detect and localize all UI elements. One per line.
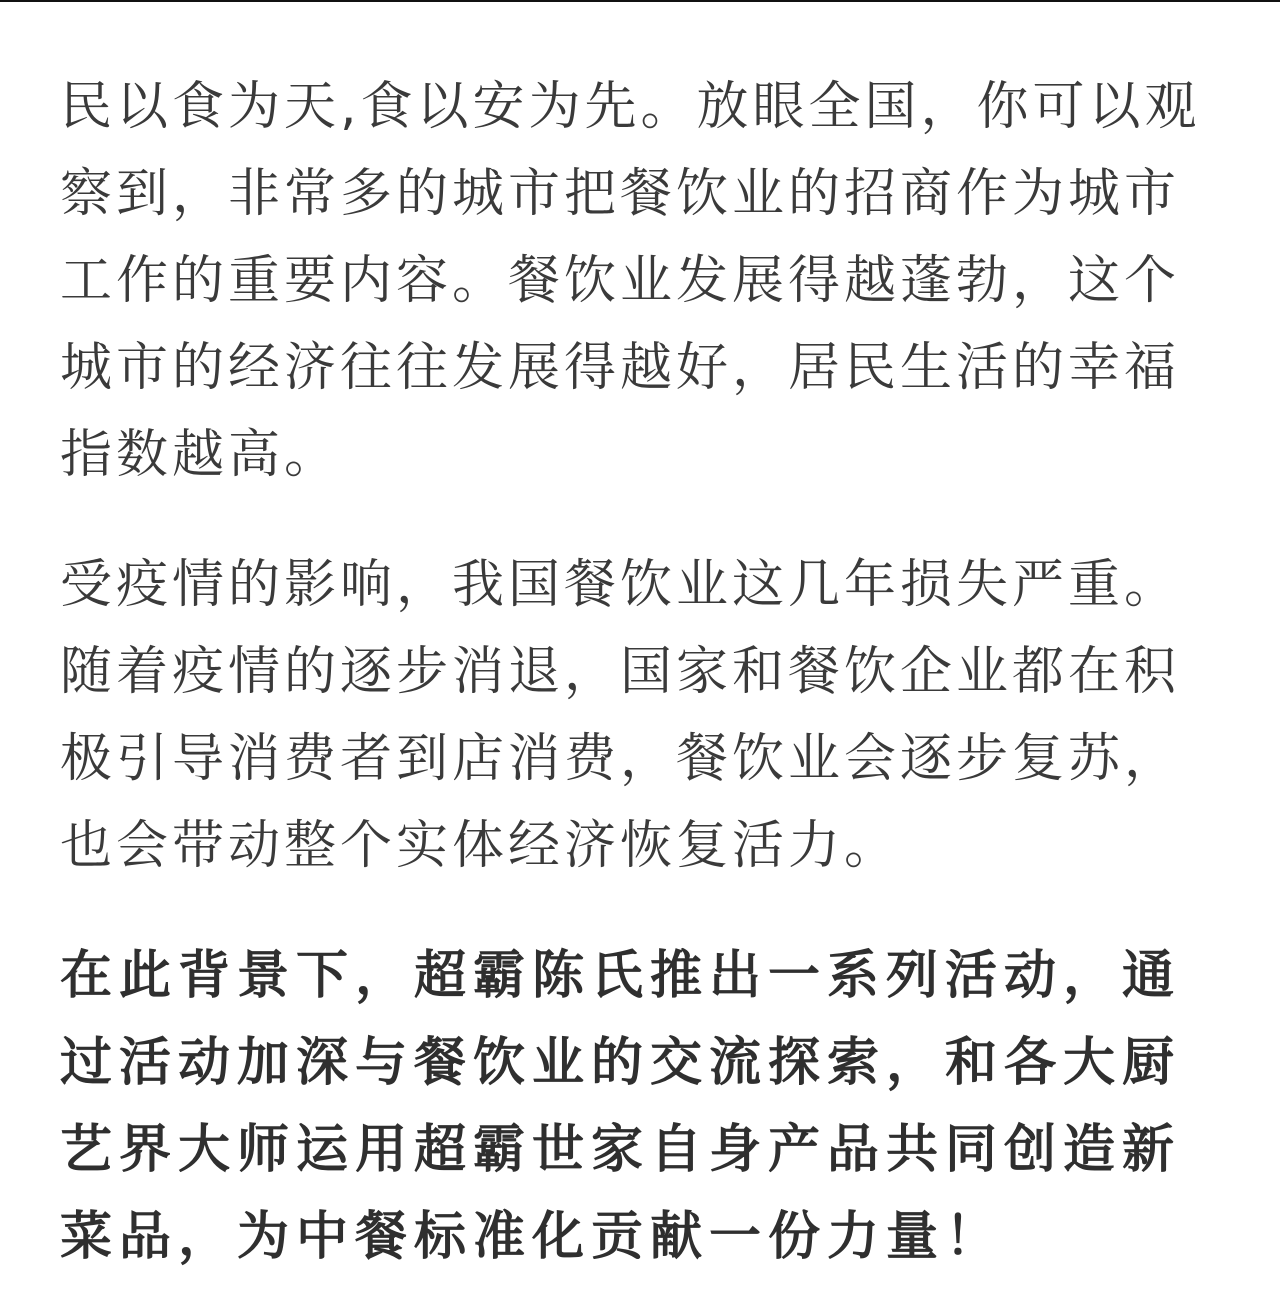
text-line: 也会带动整个实体经济恢复活力。	[60, 816, 901, 876]
article-body	[60, 64, 1225, 1281]
text-line: 艺界大师运用超霸世家自身产品共同创造新	[60, 1120, 1182, 1180]
text-line: 过活动加深与餐饮业的交流探索，和各大厨	[60, 1033, 1182, 1093]
text-line: 察到，非常多的城市把餐饮业的招商作为城市	[60, 164, 1181, 224]
text-line: 民以食为天,食以安为先。放眼全国，你可以观	[60, 77, 1201, 137]
paragraph-pandemic-impact	[60, 542, 1225, 890]
top-divider	[0, 0, 1280, 2]
text-line: 菜品，为中餐标准化贡献一份力量！	[60, 1207, 1005, 1267]
text-line: 工作的重要内容。餐饮业发展得越蓬勃，这个	[60, 251, 1181, 311]
text-line: 受疫情的影响，我国餐饮业这几年损失严重。	[60, 555, 1181, 615]
text-line: 城市的经济往往发展得越好，居民生活的幸福	[60, 338, 1181, 398]
paragraph-food-safety	[60, 64, 1225, 499]
text-line: 在此背景下，超霸陈氏推出一系列活动，通	[60, 946, 1182, 1006]
text-line: 极引导消费者到店消费，餐饮业会逐步复苏，	[60, 729, 1181, 789]
text-line: 指数越高。	[60, 425, 341, 485]
paragraph-campaign-highlight	[60, 933, 1225, 1281]
text-line: 随着疫情的逐步消退，国家和餐饮企业都在积	[60, 642, 1181, 702]
